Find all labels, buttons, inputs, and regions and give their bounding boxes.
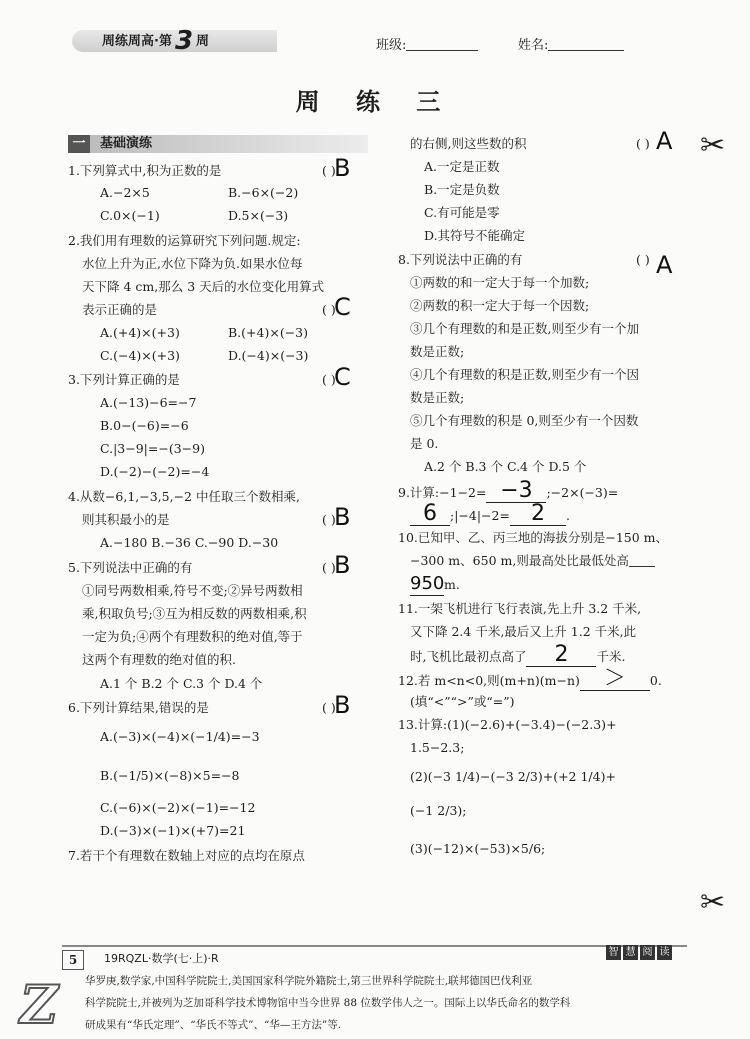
scissors-icon: ✂ bbox=[700, 128, 726, 163]
q8-paren: ( ) bbox=[636, 252, 650, 267]
question-13-line: 13.计算:(1)(−2.6)+(−3.4)−(−2.3)+ bbox=[398, 717, 617, 732]
book-code: 19RQZL·数学(七·上)·R bbox=[104, 952, 219, 965]
section-number: 一 bbox=[68, 135, 90, 153]
logo-char: 智 bbox=[606, 945, 621, 960]
q8-line: ②两数的积一定大于每一个因数; bbox=[410, 298, 590, 313]
option: C.(−6)×(−2)×(−1)=−12 bbox=[100, 800, 256, 815]
reading-logo bbox=[606, 940, 674, 960]
q3-paren: ( ) bbox=[322, 372, 336, 387]
q12-text: 12.若 m<n<0,则(m+n)(m−n) bbox=[398, 673, 580, 688]
question-13-line: (−1 2/3); bbox=[410, 803, 467, 818]
options: A.1 个 B.2 个 C.3 个 D.4 个 bbox=[100, 676, 263, 691]
section-label: 基础演练 bbox=[100, 136, 153, 151]
q9-part: 9.计算:−1−2= bbox=[398, 485, 487, 500]
q5-paren: ( ) bbox=[322, 560, 336, 575]
q2-answer: C bbox=[334, 293, 351, 321]
q1-answer: B bbox=[334, 154, 351, 182]
q10-unit: m. bbox=[444, 577, 460, 592]
option: B.一定是负数 bbox=[424, 182, 500, 197]
q12-text: 0. bbox=[649, 673, 662, 688]
option: D.(−3)×(−1)×(+7)=21 bbox=[100, 823, 246, 838]
q8-line: 数是正数; bbox=[410, 344, 465, 359]
name-label: 姓名: bbox=[518, 38, 549, 53]
q1-paren: ( ) bbox=[322, 163, 336, 178]
question-10-line: 10.已知甲、乙、丙三地的海拔分别是−150 m、 bbox=[398, 530, 669, 545]
q6-answer: B bbox=[334, 691, 351, 719]
option: A.(+4)×(+3) bbox=[100, 325, 180, 340]
question-11-line bbox=[410, 644, 625, 668]
option: C.有可能是零 bbox=[424, 205, 500, 220]
question-10-line bbox=[410, 550, 655, 572]
logo-char: 慧 bbox=[623, 945, 638, 960]
option: D.(−4)×(−3) bbox=[228, 348, 309, 363]
option: D.其符号不能确定 bbox=[424, 228, 526, 243]
footer-text: 科学院院士,并被列为芝加哥科学技术博物馆中当今世界 88 位数学伟人之一。国际上以华氏命名的数学科 bbox=[85, 997, 571, 1009]
page-number: 5 bbox=[62, 950, 84, 970]
q4-answer: B bbox=[334, 503, 351, 531]
question-4-line: 则其积最小的是 bbox=[82, 512, 170, 527]
option: C.0×(−1) bbox=[100, 208, 160, 223]
question-4-line: 4.从数−6,1,−3,5,−2 中任取三个数相乘, bbox=[68, 489, 300, 504]
q5-line: ①同号两数相乘,符号不变;②异号两数相 bbox=[82, 583, 303, 598]
page-title: 周 练 三 bbox=[295, 88, 455, 116]
q11-text: 时,飞机比最初点高了 bbox=[410, 649, 527, 664]
question-13-line: (2)(−3 1/4)−(−3 2/3)+(+2 1/4)+ bbox=[410, 769, 616, 784]
option: B.(+4)×(−3) bbox=[228, 325, 308, 340]
q10-answer: 950 bbox=[410, 573, 445, 594]
question-2-line: 2.我们用有理数的运算研究下列问题.规定: bbox=[68, 233, 301, 248]
q8-answer: A bbox=[656, 251, 673, 279]
class-label: 班级: bbox=[376, 38, 407, 53]
q8-line: ③几个有理数的和是正数,则至少有一个加 bbox=[410, 321, 639, 336]
options: A.2 个 B.3 个 C.4 个 D.5 个 bbox=[424, 459, 587, 474]
footer-text: 华罗庚,数学家,中国科学院院士,美国国家科学院外籍院士,第三世界科学院院士,联邦德国巴伐利亚 bbox=[85, 975, 533, 987]
question-12-hint: (填“<”“>”或“=”) bbox=[410, 694, 515, 709]
question-2-line: 天下降 4 cm,那么 3 天后的水位变化用算式 bbox=[82, 279, 325, 294]
question-7-cont: 的右侧,则这些数的积 bbox=[410, 136, 527, 151]
week-number: 3 bbox=[174, 26, 194, 56]
q3-answer: C bbox=[334, 363, 351, 391]
q-text: 1.下列算式中,积为正数的是 bbox=[68, 163, 222, 178]
q5-line: 这两个有理数的绝对值的积. bbox=[82, 652, 236, 667]
question-3: 3.下列计算正确的是 bbox=[68, 372, 180, 387]
q8-line: ④几个有理数的积是正数,则至少有一个因 bbox=[410, 367, 639, 382]
tag-suffix: 周 bbox=[196, 34, 210, 49]
q8-line: 数是正数; bbox=[410, 390, 465, 405]
option: C.(−4)×(+3) bbox=[100, 348, 180, 363]
question-10-answer bbox=[410, 573, 460, 596]
option: B.(−1/5)×(−8)×5=−8 bbox=[100, 768, 240, 783]
week-tag bbox=[72, 26, 277, 56]
question-7: 7.若干个有理数在数轴上对应的点均在原点 bbox=[68, 848, 305, 863]
option: B.−6×(−2) bbox=[228, 185, 299, 200]
question-9-cont bbox=[410, 503, 570, 527]
option: A.−2×5 bbox=[100, 185, 150, 200]
question-12-line bbox=[398, 668, 662, 692]
question-8: 8.下列说法中正确的有 bbox=[398, 252, 523, 267]
logo-char: 阅 bbox=[640, 945, 655, 960]
question-2-line: 表示正确的是 bbox=[82, 302, 158, 317]
q8-line: ⑤几个有理数的积是 0,则至少有一个因数 bbox=[410, 413, 639, 428]
q6-paren: ( ) bbox=[322, 700, 336, 715]
question-11-line: 又下降 2.4 千米,最后又上升 1.2 千米,此 bbox=[410, 624, 637, 639]
q9-answer-3: 2 bbox=[510, 503, 566, 526]
q8-line: 是 0. bbox=[410, 436, 439, 451]
section-heading bbox=[68, 135, 368, 153]
q7-answer: A bbox=[656, 127, 673, 155]
scissors-icon: ✂ bbox=[700, 885, 726, 920]
question-6: 6.下列计算结果,错误的是 bbox=[68, 700, 209, 715]
q9-answer-2: 6 bbox=[410, 503, 450, 526]
q12-answer: ＞ bbox=[580, 668, 650, 691]
q10-text: −300 m、650 m,则最高处比最低处高 bbox=[410, 553, 629, 568]
question-11-line: 11.一架飞机进行飞行表演,先上升 3.2 千米, bbox=[398, 601, 642, 616]
question-1 bbox=[68, 160, 221, 182]
q9-part: ;−2×(−3)= bbox=[546, 485, 619, 500]
option: A.(−3)×(−4)×(−1/4)=−3 bbox=[100, 729, 260, 744]
tag-prefix: 周练周高·第 bbox=[102, 34, 172, 49]
logo-char: 读 bbox=[657, 945, 672, 960]
q11-unit: 千米. bbox=[596, 649, 626, 664]
option: D.(−2)−(−2)=−4 bbox=[100, 464, 210, 479]
footer-text: 研成果有“华氏定理”、“华氏不等式”、“华—王方法”等. bbox=[85, 1019, 342, 1031]
question-5: 5.下列说法中正确的有 bbox=[68, 560, 193, 575]
class-field[interactable] bbox=[376, 34, 478, 53]
name-field[interactable] bbox=[518, 34, 624, 53]
q9-part: ;|−4|−2= bbox=[450, 508, 510, 523]
question-2-line: 水位上升为正,水位下降为负.如果水位每 bbox=[82, 256, 303, 271]
option: C.|3−9|=−(3−9) bbox=[100, 441, 205, 456]
q8-line: ①两数的和一定大于每一个加数; bbox=[410, 275, 590, 290]
q5-line: 乘,积取负号;③互为相反数的两数相乘,积 bbox=[82, 606, 307, 621]
question-13-line: (3)(−12)×(−53)×5/6; bbox=[410, 841, 546, 856]
q11-answer: 2 bbox=[526, 644, 596, 667]
q9-answer-1: −3 bbox=[486, 480, 546, 503]
q2-paren: ( ) bbox=[322, 302, 336, 317]
q4-paren: ( ) bbox=[322, 512, 336, 527]
question-13-line: 1.5−2.3; bbox=[410, 740, 465, 755]
option: D.5×(−3) bbox=[228, 208, 289, 223]
option: A.一定是正数 bbox=[424, 159, 500, 174]
options: A.−180 B.−36 C.−90 D.−30 bbox=[100, 535, 279, 550]
chapter-letter: Z bbox=[20, 975, 58, 1036]
q9-part: . bbox=[565, 508, 570, 523]
q5-answer: B bbox=[334, 551, 351, 579]
option: B.0−(−6)=−6 bbox=[100, 418, 189, 433]
q5-line: 一定为负;④两个有理数积的绝对值,等于 bbox=[82, 629, 303, 644]
option: A.(−13)−6=−7 bbox=[100, 395, 197, 410]
q7-paren: ( ) bbox=[636, 136, 650, 151]
